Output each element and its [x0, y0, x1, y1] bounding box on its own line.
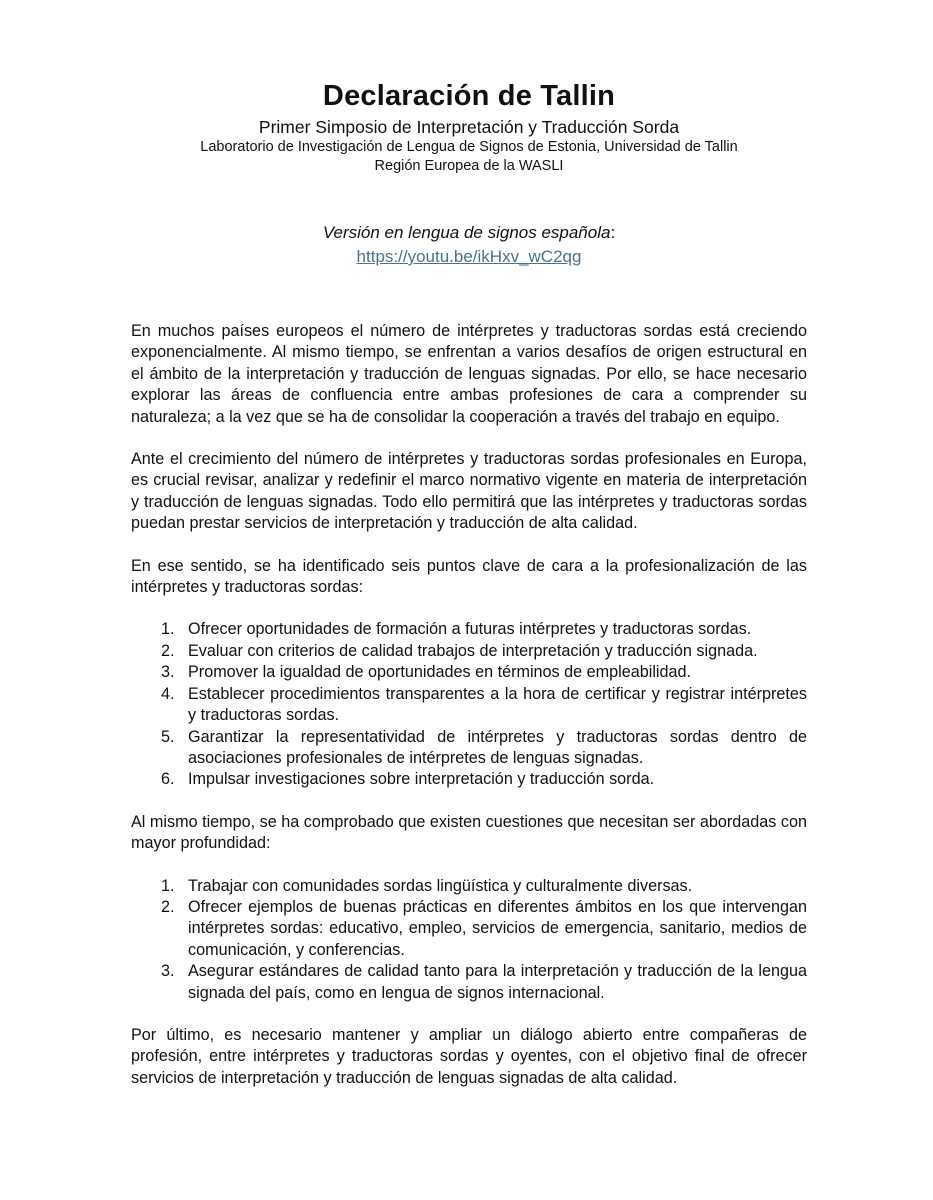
list-number: 6.	[161, 770, 175, 789]
list-item	[131, 727, 807, 770]
list-item	[131, 684, 807, 727]
paragraph-open-issues: Al mismo tiempo, se ha comprobado que existen cuestiones que necesitan ser abordadas con mayor profundidad:	[131, 812, 807, 853]
list-number: 1.	[161, 876, 175, 895]
list-item-text: Asegurar estándares de calidad tanto para la interpretación y traducción de la lengua signada del país, como en lengua de signos internacional.	[188, 962, 807, 1002]
list-item-text: Ofrecer ejemplos de buenas prácticas en diferentes ámbitos en los que intervengan intérpretes sordas: educativo, empleo, servicios de emergencia, sanitario, medios de comunicación, y conferencias.	[188, 897, 807, 959]
list-item-text: Garantizar la representatividad de intérpretes y traductoras sordas dentro de asociaciones profesionales de intérpretes de lenguas signadas.	[188, 727, 807, 767]
list-number: 3.	[161, 663, 175, 682]
page-title: Declaración de Tallin	[322, 80, 616, 112]
list-number: 1.	[161, 620, 175, 639]
version-colon: :	[610, 223, 616, 242]
list-number: 4.	[161, 684, 175, 703]
list-item	[131, 662, 807, 683]
list-item-text: Impulsar investigaciones sobre interpretación y traducción sorda.	[188, 770, 655, 789]
key-points-list	[131, 619, 807, 790]
video-link[interactable]: https://youtu.be/ikHxv_wC2qg	[356, 247, 582, 266]
version-label: Versión en lengua de signos española	[322, 223, 611, 242]
list-item-text: Establecer procedimientos transparentes a la hora de certificar y registrar intérpretes y traductoras sordas.	[188, 684, 807, 725]
list-item-text: Ofrecer oportunidades de formación a futuras intérpretes y traductoras sordas.	[188, 620, 752, 639]
list-number: 5.	[161, 727, 175, 746]
list-item-text: Evaluar con criterios de calidad trabajos de interpretación y traducción signada.	[188, 641, 758, 660]
region-line: Región Europea de la WASLI	[374, 158, 564, 174]
list-number: 2.	[161, 897, 175, 916]
paragraph-conclusion: Por último, es necesario mantener y ampliar un diálogo abierto entre compañeras de profesión, entre intérpretes y traductoras sordas y oyentes, con el objetivo final de ofrecer servicios de interpretación y traducción de lenguas signadas de alta calidad.	[131, 1025, 807, 1087]
paragraph-growth: Ante el crecimiento del número de intérpretes y traductoras sordas profesionales en Europa, es crucial revisar, analizar y redefinir el marco normativo vigente en materia de interpretación y traducción de lenguas signadas. Todo ello permitirá que las intérpretes y traductoras sordas puedan prestar servicios de interpretación y traducción de alta calidad.	[131, 450, 807, 533]
list-item	[131, 897, 807, 961]
open-issues-list	[131, 876, 807, 1004]
list-item	[131, 641, 807, 662]
list-item	[131, 961, 807, 1004]
paragraph-key-points: En ese sentido, se ha identificado seis puntos clave de cara a la profesionalización de las intérpretes y traductoras sordas:	[131, 556, 807, 597]
sign-language-version	[131, 221, 807, 269]
symposium-subtitle: Primer Simposio de Interpretación y Traducción Sorda	[258, 117, 680, 137]
list-number: 2.	[161, 641, 175, 660]
document-page	[131, 78, 807, 1089]
list-number: 3.	[161, 962, 175, 981]
version-label-row	[131, 221, 807, 245]
list-item-text: Promover la igualdad de oportunidades en términos de empleabilidad.	[188, 663, 692, 682]
list-item-text: Trabajar con comunidades sordas lingüística y culturalmente diversas.	[188, 876, 693, 895]
paragraph-intro: En muchos países europeos el número de intérpretes y traductoras sordas está creciendo exponencialmente. Al mismo tiempo, se enfrentan a varios desafíos de origen estructural en el ámbito de la interpretación y traducción de lenguas signadas. Por ello, se hace necesario explorar las áreas de confluencia entre ambas profesiones de cara a comprender su naturaleza; a la vez que se ha de consolidar la cooperación a través del trabajo en equipo.	[131, 322, 807, 426]
list-item	[131, 619, 807, 640]
list-item	[131, 769, 807, 790]
list-item	[131, 876, 807, 897]
affiliation-line: Laboratorio de Investigación de Lengua de Signos de Estonia, Universidad de Tallin	[200, 139, 738, 155]
